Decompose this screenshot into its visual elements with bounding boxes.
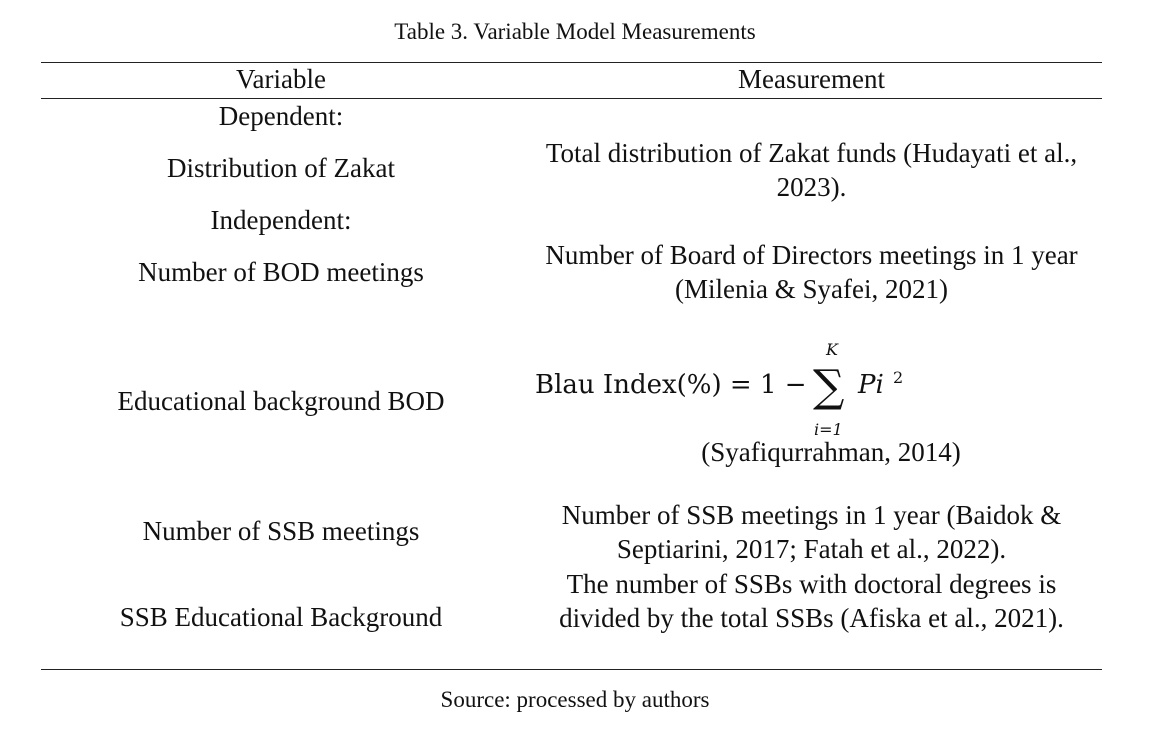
blau-index-formula — [535, 340, 955, 440]
header-rule — [41, 98, 1102, 99]
header-measurement: Measurement — [738, 64, 885, 94]
formula-term: Pi — [858, 370, 884, 400]
summation-upper-limit: K — [826, 340, 838, 359]
var-distribution-of-zakat: Distribution of Zakat — [167, 153, 395, 183]
bottom-rule — [41, 669, 1102, 670]
var-ssb-meetings: Number of SSB meetings — [142, 516, 420, 546]
table-source-note: Source: processed by authors — [440, 687, 710, 712]
header-variable: Variable — [236, 64, 326, 94]
meas-bod-meetings: Number of Board of Directors meetings in 1 year (Milenia & Syafei, 2021) — [545, 240, 1078, 304]
formula-exponent: 2 — [893, 368, 904, 387]
independent-label: Independent: — [210, 205, 352, 235]
var-ssb-educational-background: SSB Educational Background — [119, 602, 443, 632]
meas-bod-education-citation: (Syafiqurrahman, 2014) — [701, 437, 961, 467]
var-educational-background-bod: Educational background BOD — [117, 386, 445, 416]
formula-lhs: Blau Index(%) = 1 − — [535, 370, 807, 400]
meas-ssb-educational-background: The number of SSBs with doctoral degrees is divided by the total SSBs (Afiska et al., 2021). — [559, 569, 1064, 633]
summation-lower-limit: i=1 — [814, 420, 843, 439]
dependent-label: Dependent: — [218, 101, 344, 131]
meas-ssb-meetings: Number of SSB meetings in 1 year (Baidok & Septiarini, 2017; Fatah et al., 2022). — [561, 500, 1062, 564]
summation-symbol: ∑ — [813, 361, 845, 412]
meas-distribution-of-zakat: Total distribution of Zakat funds (Hudayati et al., 2023). — [545, 138, 1078, 202]
var-bod-meetings: Number of BOD meetings — [138, 257, 424, 287]
table-caption: Table 3. Variable Model Measurements — [394, 19, 756, 44]
top-rule — [41, 62, 1102, 63]
